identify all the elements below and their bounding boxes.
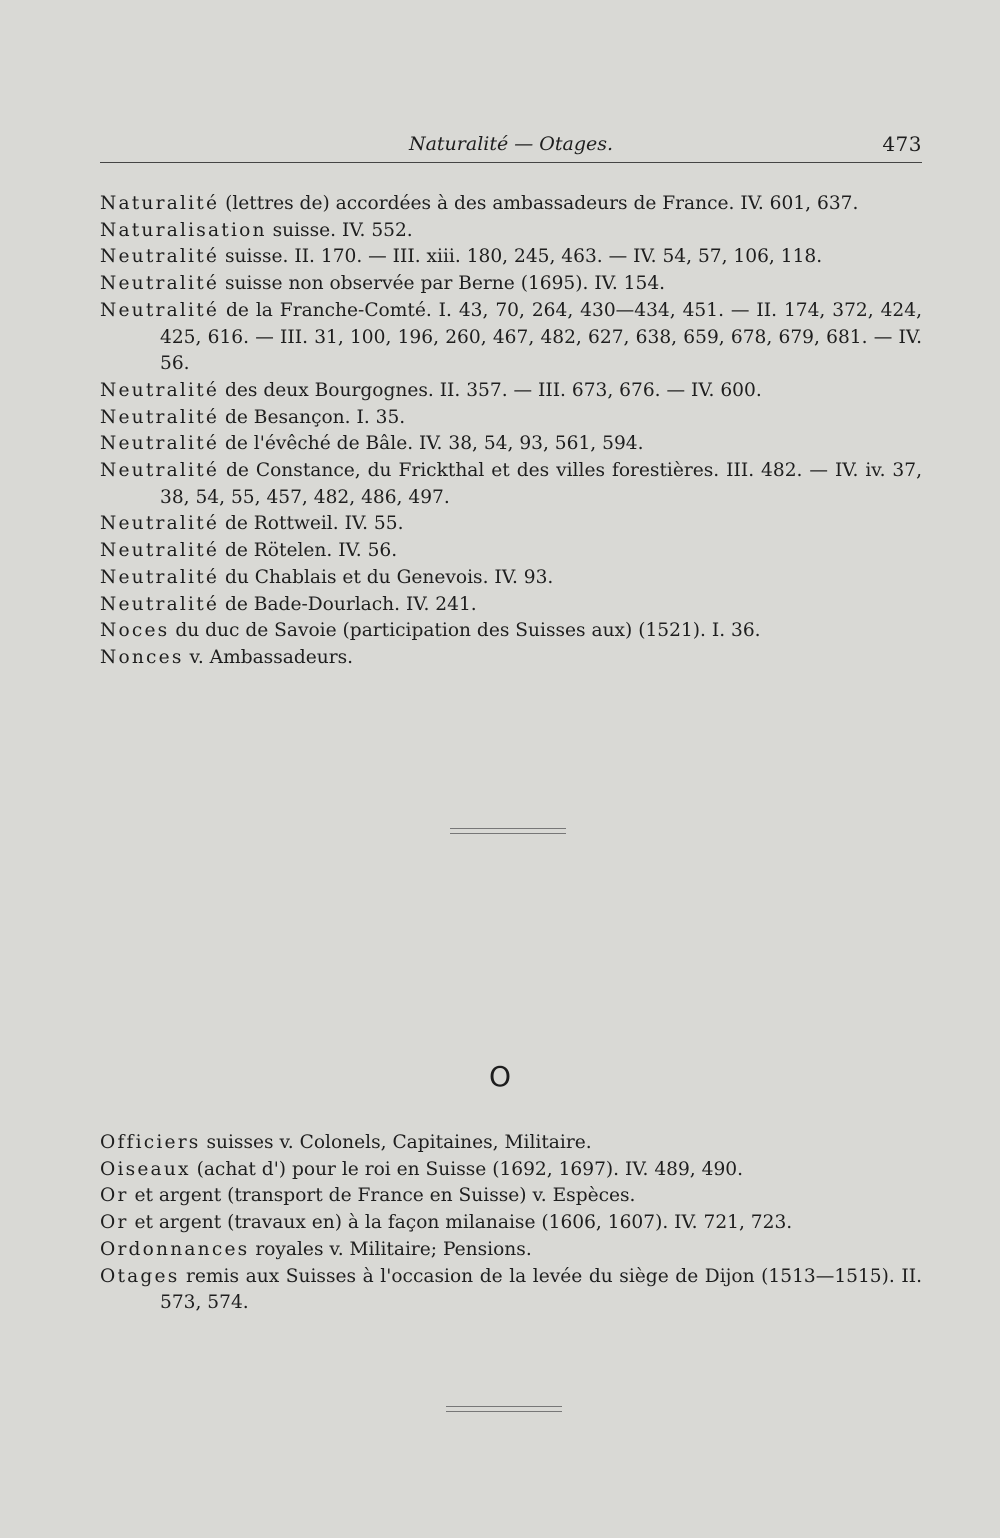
entry-headword: Noces — [100, 620, 170, 642]
index-entry — [100, 1264, 922, 1317]
entry-headword: Nonces — [100, 646, 184, 668]
page-number: 473 — [882, 132, 922, 156]
entry-headword: Officiers — [100, 1132, 201, 1153]
entry-text: suisse. IV. 552. — [266, 219, 413, 241]
index-entry — [100, 271, 922, 298]
entry-text: des deux Bourgognes. II. 357. — III. 673, 676. — IV. 600. — [219, 379, 762, 401]
entry-text: de l'évêché de Bâle. IV. 38, 54, 93, 561, 594. — [219, 433, 644, 455]
entry-headword: Oiseaux — [100, 1158, 191, 1180]
entry-headword: Neutralité — [100, 593, 220, 615]
end-divider — [446, 1406, 562, 1412]
entry-text: de Bade-Dourlach. IV. 241. — [219, 593, 477, 615]
running-title: Naturalité — Otages. — [408, 133, 614, 155]
entry-text: du duc de Savoie (participation des Suisses aux) (1521). I. 36. — [169, 620, 761, 642]
entry-headword: Or — [100, 1185, 129, 1207]
section-letter: O — [488, 1060, 512, 1093]
entry-text: (achat d') pour le roi en Suisse (1692, 1697). IV. 489, 490. — [190, 1158, 744, 1180]
index-entry — [100, 405, 922, 432]
entry-headword: Neutralité — [100, 273, 220, 295]
index-entry — [100, 191, 922, 218]
entry-text: suisse. II. 170. — III. xiii. 180, 245, 463. — IV. 54, 57, 106, 118. — [219, 246, 823, 268]
index-entry — [100, 565, 922, 592]
index-entry — [100, 1130, 922, 1157]
entry-headword: Neutralité — [100, 406, 220, 428]
entry-text: et argent (transport de France en Suisse) v. Espèces. — [128, 1185, 636, 1207]
entry-headword: Ordonnances — [100, 1238, 250, 1260]
entry-text: (lettres de) accordées à des ambassadeurs de France. IV. 601, 637. — [219, 193, 859, 214]
entry-headword: Neutralité — [100, 246, 220, 268]
entry-text: suisse non observée par Berne (1695). IV. 154. — [219, 273, 666, 295]
section-divider — [450, 828, 566, 834]
entry-headword: Otages — [100, 1265, 180, 1287]
entry-headword: Neutralité — [100, 299, 220, 321]
entry-text: du Chablais et du Genevois. IV. 93. — [219, 566, 554, 588]
header-rule — [100, 162, 922, 163]
index-entry — [100, 458, 922, 511]
index-entry — [100, 538, 922, 565]
entry-text: de Rottweil. IV. 55. — [219, 513, 404, 535]
index-entry — [100, 1210, 922, 1237]
index-entry — [100, 298, 922, 378]
index-entry — [100, 511, 922, 538]
index-entry — [100, 645, 922, 672]
entry-text: de Constance, du Frickthal et des villes forestières. III. 482. — IV. iv. 37, 38, 54, 55, 457, 482, 486, 497. — [160, 460, 922, 508]
entry-headword: Neutralité — [100, 566, 220, 588]
entry-headword: Or — [100, 1212, 129, 1234]
entry-headword: Neutralité — [100, 513, 220, 535]
index-entry — [100, 378, 922, 405]
index-section-n — [100, 191, 922, 672]
entry-headword: Neutralité — [100, 460, 220, 482]
index-entry — [100, 244, 922, 271]
index-entry — [100, 431, 922, 458]
entry-headword: Naturalité — [100, 193, 220, 214]
entry-text: v. Ambassadeurs. — [183, 646, 354, 668]
entry-text: de Rötelen. IV. 56. — [219, 540, 398, 562]
index-entry — [100, 618, 922, 645]
index-entry — [100, 1157, 922, 1184]
entry-headword: Neutralité — [100, 379, 220, 401]
entry-headword: Neutralité — [100, 433, 220, 455]
index-entry — [100, 1237, 922, 1264]
entry-text: suisses v. Colonels, Capitaines, Militaire. — [200, 1132, 592, 1153]
index-section-o — [100, 1130, 922, 1317]
entry-text: de Besançon. I. 35. — [219, 406, 406, 428]
entry-text: de la Franche-Comté. I. 43, 70, 264, 430—434, 451. — II. 174, 372, 424, 425, 616. — III. 31, 100, 196, 260, 467, 482, 627, 638, 659, 678, 679, 681. — IV. 56. — [160, 299, 922, 375]
entry-text: remis aux Suisses à l'occasion de la levée du siège de Dijon (1513—1515). II. 573, 574. — [160, 1265, 922, 1314]
entry-text: royales v. Militaire; Pensions. — [249, 1238, 532, 1260]
index-entry — [100, 1183, 922, 1210]
entry-headword: Neutralité — [100, 540, 220, 562]
entry-text: et argent (travaux en) à la façon milanaise (1606, 1607). IV. 721, 723. — [128, 1212, 793, 1234]
index-entry — [100, 218, 922, 245]
running-head — [100, 128, 922, 160]
entry-headword: Naturalisation — [100, 219, 267, 241]
index-entry — [100, 592, 922, 619]
